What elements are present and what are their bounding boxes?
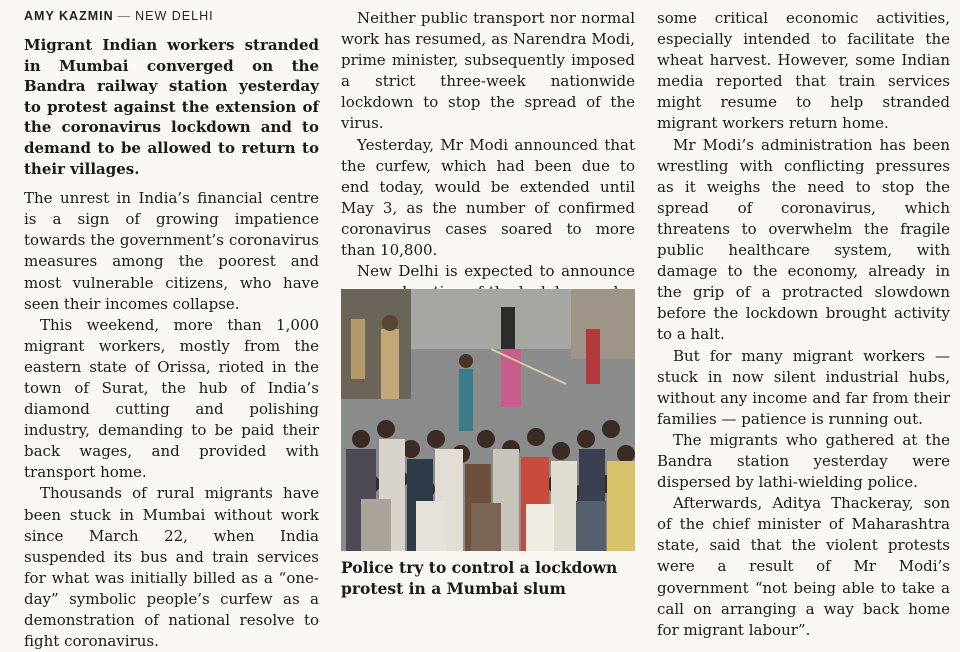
- photo-caption: Police try to control a lockdown protest in a Mumbai slum: [341, 558, 618, 598]
- article-column-1: [24, 0, 319, 651]
- paragraph: Neither public transport nor normal work has resumed, as Narendra Modi, prime minister, subsequently imposed a strict three-week nationwide lockdown to stop the spread of the virus.: [341, 9, 635, 133]
- paragraph: New Delhi is expected to announce: [357, 262, 635, 281]
- byline-author: AMY KAZMIN: [24, 9, 114, 23]
- paragraph: Yesterday, Mr Modi announced that the curfew, which had been due to end today, would be extended until May 3, as the number of confirmed coronavirus cases soared to more than 10,800.: [341, 135, 635, 260]
- paragraph: Thousands of rural migrants have been stuck in Mumbai without work since March 22, when India suspended its bus and train services for what was initially billed as a “one-day” symbolic people’s curfew as a demonstration of national resolve to fight coronavirus.: [24, 484, 319, 651]
- article-column-3: [657, 0, 950, 639]
- paragraph: The unrest in India’s financial centre is a sign of growing impatience towards the government’s coronavirus measures among the poorest and most vulnerable citizens, who have seen their incomes collapse.: [24, 189, 319, 313]
- article-column-2: [341, 0, 635, 611]
- paragraph: Mr Modi’s administration has been wrestling with conflicting pressures as it weighs the need to stop the spread of coronavirus, which threatens to overwhelm the fragile public healthcare system, with damage to the economy, already in the grip of a protracted slowdown before the lockdown brought activity to a halt.: [657, 135, 950, 344]
- byline-separator: —: [117, 9, 132, 23]
- protest-photo-illustration: [341, 289, 635, 551]
- byline: [24, 9, 319, 23]
- paragraph: some critical economic activities, especially intended to facilitate the wheat harvest. However, some Indian media reported that train services might resume to help stranded migrant workers return home.: [657, 9, 950, 133]
- paragraph: This weekend, more than 1,000 migrant workers, mostly from the eastern state of Orissa, rioted in the town of Surat, the hub of India’s diamond cutting and polishing industry, demanding to be paid their back wages, and provided with transport home.: [24, 315, 319, 482]
- paragraph: Afterwards, Aditya Thackeray, son of the chief minister of Maharashtra state, said that the violent protests were a result of Mr Modi’s government “not being able to take a call on arranging a way back home for migrant labour”.: [657, 494, 950, 639]
- byline-location: NEW DELHI: [135, 9, 214, 23]
- news-photo: [341, 289, 635, 551]
- paragraph: The migrants who gathered at the Bandra station yesterday were dispersed by lathi-wielding police.: [657, 430, 950, 492]
- paragraph: But for many migrant workers — stuck in now silent industrial hubs, without any income and far from their families — patience is running out.: [657, 346, 950, 428]
- standfirst: Migrant Indian workers stranded in Mumbai converged on the Bandra railway station yesterday to protest against the extension of the coronavirus lockdown and to demand to be allowed to return to their villages.: [24, 36, 319, 178]
